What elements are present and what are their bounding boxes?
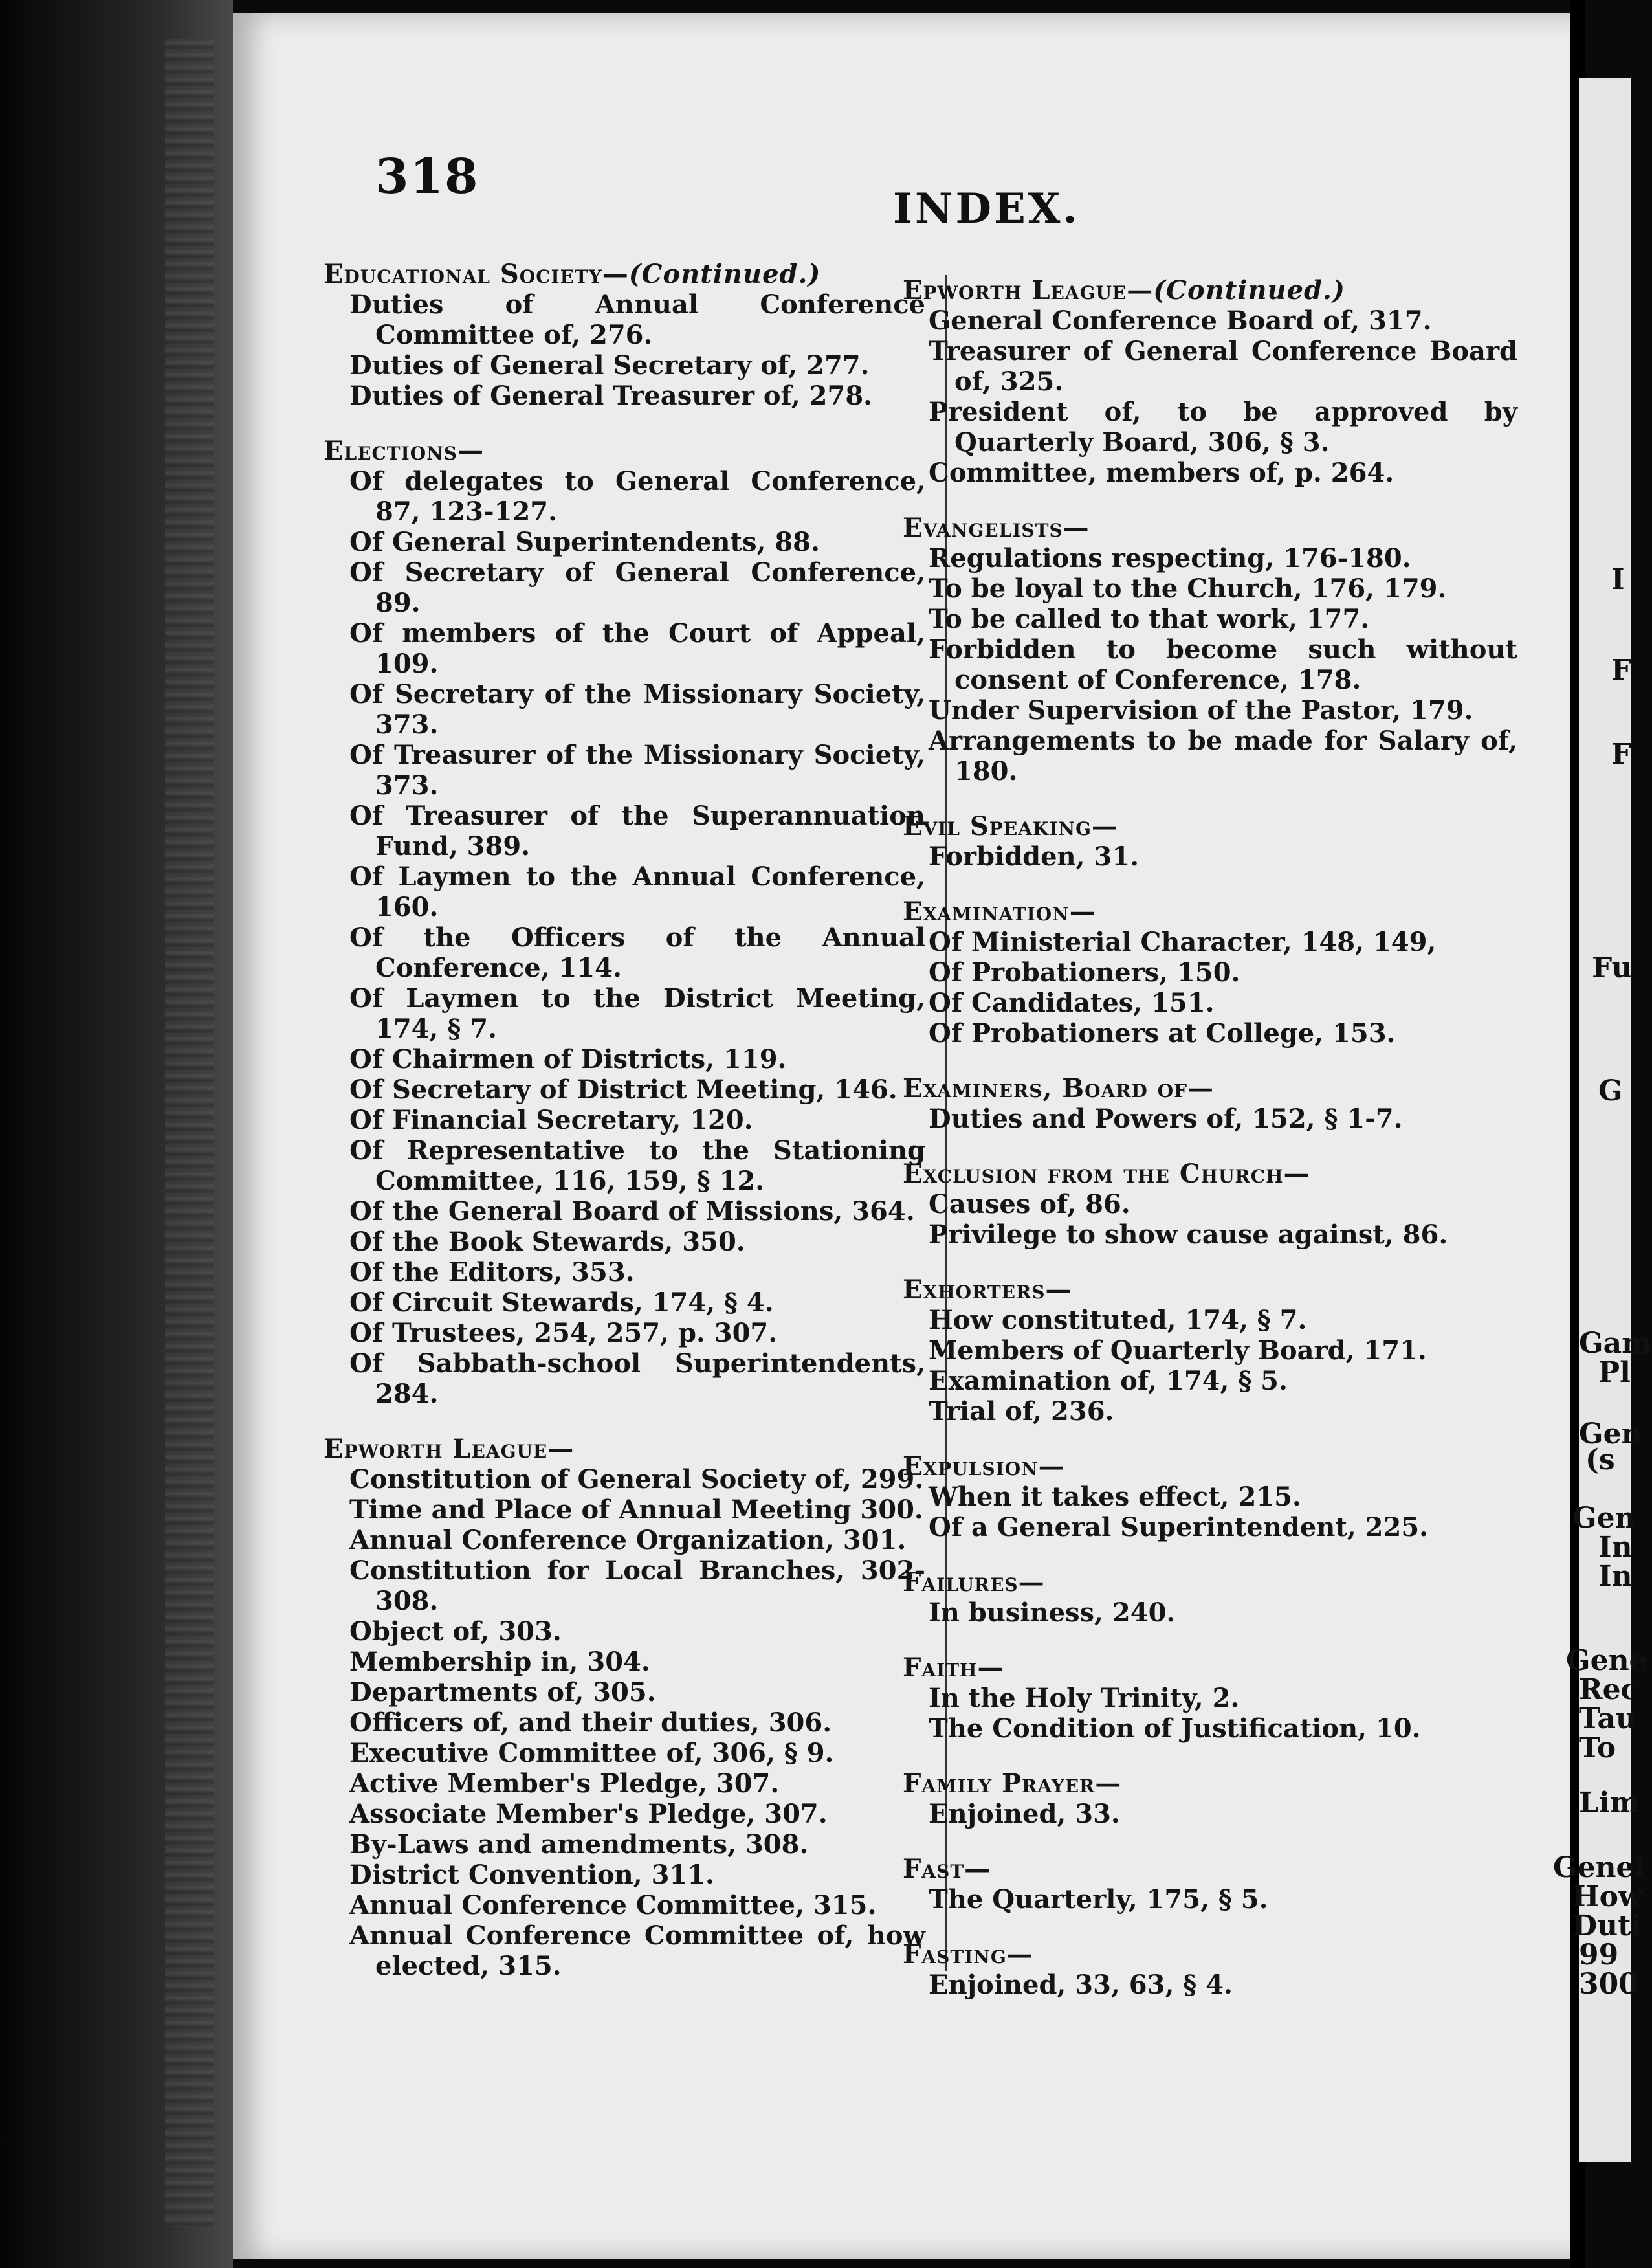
index-subentry: The Condition of Justification, 10.: [929, 1713, 1421, 1744]
facing-page-fragment: Rec: [1579, 1673, 1638, 1706]
index-subentry: Executive Committee of, 306, § 9.: [349, 1738, 834, 1768]
facing-page-fragment: Gen: [1579, 1418, 1642, 1451]
facing-page-fragment: Genei: [1553, 1851, 1646, 1884]
index-subentry: Of Candidates, 151.: [929, 988, 1215, 1018]
index-subentry: Under Supervision of the Pastor, 179.: [929, 695, 1473, 726]
index-heading-text: Fast—: [903, 1854, 991, 1884]
index-subentry: Departments of, 305.: [349, 1677, 656, 1707]
facing-page-fragment: In: [1598, 1531, 1633, 1564]
index-subentry: Officers of, and their duties, 306.: [349, 1707, 832, 1738]
index-subentry: General Conference Board of, 317.: [929, 306, 1432, 336]
index-heading: [903, 896, 1517, 927]
index-subentry: Of Ministerial Character, 148, 149,: [929, 927, 1437, 957]
index-subentry: Duties of General Secretary of, 277.: [349, 350, 870, 381]
index-subentry: Annual Conference Organization, 301.: [349, 1525, 907, 1555]
index-subentry: Of members of the Court of Appeal, 109.: [349, 618, 925, 679]
index-subentry: Of Probationers at College, 153.: [929, 1018, 1396, 1049]
facing-page-fragment: G: [1598, 1074, 1623, 1107]
index-heading: [324, 259, 925, 289]
running-head: INDEX.: [893, 184, 1080, 233]
index-subentry: Trial of, 236.: [929, 1396, 1114, 1427]
index-subentry: Constitution of General Society of, 299.: [349, 1464, 924, 1495]
index-heading-text: Evil Speaking—: [903, 811, 1118, 841]
index-entry: [324, 1434, 925, 1981]
index-heading-text: Examiners, Board of—: [903, 1073, 1214, 1104]
index-heading-text: Exclusion from the Church—: [903, 1159, 1310, 1189]
index-heading: [903, 811, 1517, 841]
index-subentry: Duties of General Treasurer of, 278.: [349, 381, 873, 411]
index-subentry: When it takes effect, 215.: [929, 1482, 1301, 1512]
facing-page-fragment: Tau: [1579, 1702, 1637, 1735]
facing-page-fragment: Gam: [1579, 1327, 1652, 1360]
index-subentry: President of, to be approved by Quarterly Board, 306, § 3.: [929, 397, 1517, 458]
index-subentry: In the Holy Trinity, 2.: [929, 1683, 1240, 1713]
index-subentry: Of Chairmen of Districts, 119.: [349, 1044, 787, 1074]
index-entry: [903, 896, 1517, 1049]
index-heading: [903, 513, 1517, 543]
index-subentry: Examination of, 174, § 5.: [929, 1366, 1288, 1396]
index-subentry: Time and Place of Annual Meeting 300.: [349, 1495, 923, 1525]
index-entry: [903, 1854, 1517, 1915]
index-entry: [903, 1652, 1517, 1744]
index-subentry: Of Representative to the Stationing Committee, 116, 159, § 12.: [349, 1135, 925, 1196]
facing-page-fragment: F: [1611, 654, 1632, 687]
facing-page-fragment: Pl: [1598, 1356, 1631, 1389]
index-subentry: By-Laws and amendments, 308.: [349, 1829, 809, 1860]
right-column: [903, 275, 1517, 2025]
page-number: 318: [375, 149, 479, 205]
index-subentry: Duties and Powers of, 152, § 1-7.: [929, 1104, 1403, 1134]
index-subentry: To be loyal to the Church, 176, 179.: [929, 573, 1447, 604]
index-entry: [903, 1939, 1517, 2000]
facing-page-fragment: Fu: [1592, 951, 1633, 984]
facing-page-fragment: Lim: [1579, 1786, 1640, 1819]
index-heading-text: Exhorters—: [903, 1274, 1072, 1305]
index-heading: [903, 1451, 1517, 1482]
index-subentry: Duties of Annual Conference Committee of, 276.: [349, 289, 925, 350]
page-edges: [165, 39, 214, 2227]
index-entry: [903, 1073, 1517, 1134]
index-heading: [903, 1567, 1517, 1597]
index-entry: [903, 1567, 1517, 1628]
index-heading-text: Educational Society—: [324, 259, 629, 289]
index-subentry: Object of, 303.: [349, 1616, 562, 1647]
index-subentry: Of Financial Secretary, 120.: [349, 1105, 753, 1135]
facing-page-fragment: I: [1611, 563, 1625, 596]
facing-page-fragment: Gen: [1572, 1502, 1636, 1535]
index-subentry: Of the General Board of Missions, 364.: [349, 1196, 915, 1227]
index-subentry: Of the Book Stewards, 350.: [349, 1227, 745, 1257]
facing-page-fragment: How: [1572, 1880, 1643, 1913]
index-subentry: Of Treasurer of the Missionary Society, 373.: [349, 740, 925, 801]
index-subentry: Of Trustees, 254, 257, p. 307.: [349, 1318, 778, 1348]
continued-note: (Continued.): [628, 259, 821, 289]
index-subentry: The Quarterly, 175, § 5.: [929, 1884, 1268, 1915]
index-subentry: Of Probationers, 150.: [929, 957, 1240, 988]
index-subentry: Of General Superintendents, 88.: [349, 527, 820, 557]
index-heading: [903, 1073, 1517, 1104]
facing-page-fragment: To: [1579, 1731, 1616, 1764]
index-subentry: Membership in, 304.: [349, 1647, 650, 1677]
facing-page-fragment: 99: [1579, 1939, 1619, 1972]
index-subentry: Of Sabbath-school Superintendents, 284.: [349, 1348, 925, 1409]
facing-page-fragment: Duti: [1572, 1909, 1642, 1942]
index-heading: [903, 1159, 1517, 1189]
index-subentry: Of Secretary of the Missionary Society, 373.: [349, 679, 925, 740]
index-entry: [903, 811, 1517, 872]
index-entry: [324, 259, 925, 411]
index-subentry: Committee, members of, p. 264.: [929, 458, 1394, 488]
index-entry: [903, 1274, 1517, 1427]
index-entry: [903, 1159, 1517, 1250]
facing-page-fragment: Gene: [1566, 1644, 1647, 1677]
index-entry: [903, 1768, 1517, 1829]
index-subentry: Annual Conference Committee, 315.: [349, 1890, 877, 1920]
index-subentry: Constitution for Local Branches, 302-308.: [349, 1555, 925, 1616]
index-subentry: How constituted, 174, § 7.: [929, 1305, 1307, 1335]
index-subentry: Associate Member's Pledge, 307.: [349, 1799, 828, 1829]
index-heading: [324, 1434, 925, 1464]
index-subentry: To be called to that work, 177.: [929, 604, 1370, 634]
index-heading: [903, 1274, 1517, 1305]
index-subentry: Of Laymen to the District Meeting, 174, § 7.: [349, 983, 925, 1044]
index-entry: [903, 1451, 1517, 1542]
index-subentry: Treasurer of General Conference Board of, 325.: [929, 336, 1517, 397]
index-subentry: Enjoined, 33.: [929, 1799, 1120, 1829]
index-heading-text: Evangelists—: [903, 513, 1090, 543]
index-subentry: Of delegates to General Conference, 87, 123-127.: [349, 466, 925, 527]
index-subentry: Forbidden, 31.: [929, 841, 1140, 872]
index-heading-text: Epworth League—: [324, 1434, 575, 1464]
index-heading: [903, 1768, 1517, 1799]
index-heading: [903, 1854, 1517, 1884]
index-heading: [903, 1939, 1517, 1970]
continued-note: (Continued.): [1153, 275, 1345, 306]
index-heading-text: Failures—: [903, 1567, 1045, 1597]
index-subentry: Enjoined, 33, 63, § 4.: [929, 1970, 1233, 2000]
index-subentry: In business, 240.: [929, 1597, 1176, 1628]
index-subentry: Regulations respecting, 176-180.: [929, 543, 1411, 573]
index-subentry: Of a General Superintendent, 225.: [929, 1512, 1429, 1542]
index-subentry: Members of Quarterly Board, 171.: [929, 1335, 1427, 1366]
index-subentry: Causes of, 86.: [929, 1189, 1130, 1219]
facing-page: [1579, 78, 1631, 2162]
index-subentry: Annual Conference Committee of, how elected, 315.: [349, 1920, 925, 1981]
index-subentry: Privilege to show cause against, 86.: [929, 1219, 1448, 1250]
index-subentry: Of Secretary of General Conference, 89.: [349, 557, 925, 618]
index-subentry: District Convention, 311.: [349, 1860, 714, 1890]
index-subentry: Of Circuit Stewards, 174, § 4.: [349, 1287, 774, 1318]
index-subentry: Arrangements to be made for Salary of, 180.: [929, 726, 1517, 786]
index-subentry: Of Treasurer of the Superannuation Fund, 389.: [349, 801, 925, 862]
index-entry: [903, 275, 1517, 488]
index-subentry: Active Member's Pledge, 307.: [349, 1768, 780, 1799]
index-heading-text: Elections—: [324, 436, 484, 466]
index-heading: [903, 275, 1517, 306]
index-entry: [324, 436, 925, 1409]
index-heading: [324, 436, 925, 466]
index-heading-text: Examination—: [903, 896, 1096, 927]
index-entry: [903, 513, 1517, 786]
index-subentry: Of Secretary of District Meeting, 146.: [349, 1074, 898, 1105]
facing-page-fragment: F: [1611, 738, 1632, 771]
facing-page-fragment: 300: [1579, 1968, 1638, 2001]
index-heading-text: Fasting—: [903, 1939, 1033, 1970]
index-subentry: Forbidden to become such without consent of Conference, 178.: [929, 634, 1517, 695]
left-column: [324, 259, 925, 2006]
facing-page-fragment: In: [1598, 1560, 1633, 1593]
index-heading-text: Epworth League—: [903, 275, 1154, 306]
facing-page-fragment: (s: [1585, 1443, 1615, 1476]
index-subentry: Of the Officers of the Annual Conference, 114.: [349, 922, 925, 983]
index-heading-text: Faith—: [903, 1652, 1004, 1683]
index-subentry: Of Laymen to the Annual Conference, 160.: [349, 862, 925, 922]
index-heading-text: Expulsion—: [903, 1451, 1065, 1482]
index-subentry: Of the Editors, 353.: [349, 1257, 635, 1287]
index-heading: [903, 1652, 1517, 1683]
index-heading-text: Family Prayer—: [903, 1768, 1122, 1799]
